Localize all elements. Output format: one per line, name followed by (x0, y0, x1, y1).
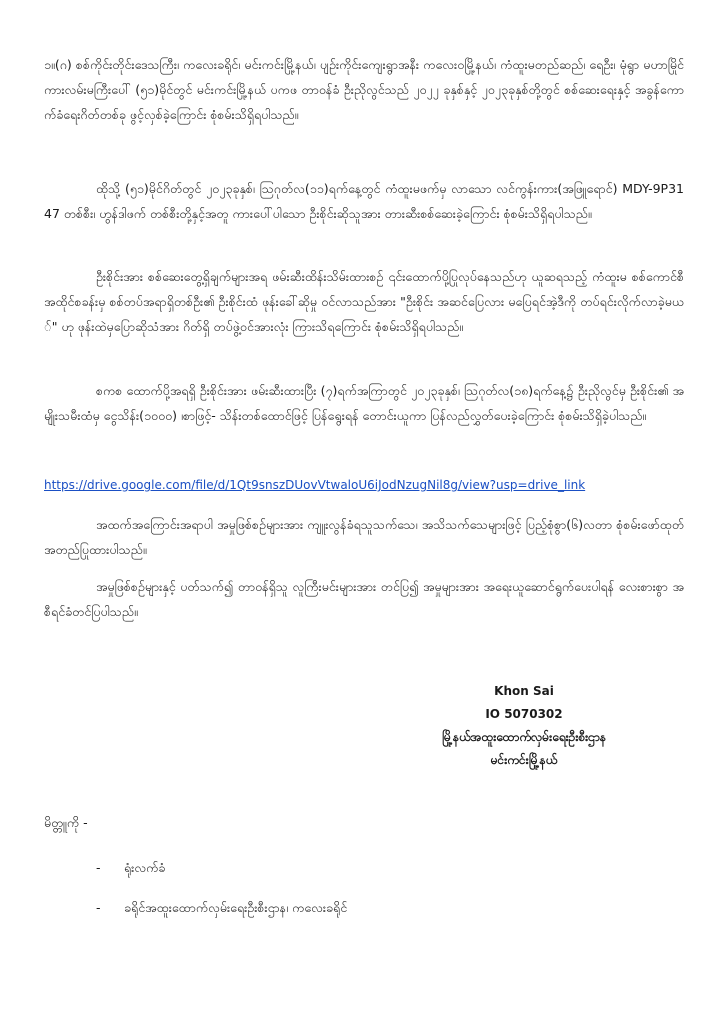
signer-id: IO 5070302 (485, 707, 563, 721)
paragraph-5: အထက်အကြောင်းအရာပါ အမှုဖြစ်စဉ်များအား ကျူးလွန်ခံရသူသက်သေ၊ အသိသက်သေများဖြင့် ပြည့်စုံစွာ(၆)လတာ စုံစမ်းဖော်ထုတ် အတည်ပြုထားပါသည်။ (44, 517, 684, 557)
signer-office: မြို့နယ်အထူးထောက်လှမ်းရေးဦးစီးဌာန (442, 730, 606, 744)
cc-dash: - (96, 900, 101, 915)
cc-item (96, 888, 347, 928)
paragraph-1: ၁။(ဂ) စစ်ကိုင်းတိုင်းဒေသကြီး၊ ကလေးခရိုင်၊ မင်းကင်းမြို့နယ်၊ ပျဉ်းကိုင်းကျေးရွာအနီး ကလေးဝမြို့နယ်၊ ကံထူးမ‌တည်ဆည်၊ ရေဦး၊ မုံရွာ မဟာမြိုင်ကားလမ်းမကြီးပေါ် (၅၁)မိုင်တွင် မင်းကင်းမြို့နယ် ပကဖ တာဝန်ခံ ဦးညိုလွင်သည် ၂၀၂၂ ခုနှစ်နှင့် ၂၀၂၃ခုနှစ်တို့တွင် စစ်ဆေးရေးနှင့် အခွန်ကောက်ခံရေးဂိတ်တစ်ခု ဖွင့်လှစ်ခဲ့ကြောင်း စုံစမ်းသိရှိရပါသည်။ (44, 57, 684, 122)
cc-dash: - (96, 860, 101, 875)
signer-name: Khon Sai (494, 684, 554, 698)
evidence-drive-link[interactable]: https://drive.google.com/file/d/1Qt9snszDUovVtwaloU6iJodNzugNil8g/view?usp=drive_link (44, 478, 586, 492)
paragraph-3: ဦးစိုင်းအား စစ်ဆေးတွေ့ရှိချက်များအရ ဖမ်းဆီးထိန်းသိမ်းထားစဉ် ၎င်းထောက်ပို့ပြုလုပ်နေသည်ဟု ယူဆရသည့် ကံထူးမ စစ်ကောင်စီ အထိုင်စခန်းမှ စစ်တပ်အရာရှိတစ်ဦး၏ ဦးစိုင်းထံ ဖုန်းခေါ်ဆိုမှု ဝင်လာသည်အား "ဦးစိုင်း အဆင်ပြေလား မပြေရင်အဲ့ဒီကို တပ်ရင်းလိုက်လာခဲ့မယ်" ဟု ဖုန်းထဲမှပြောဆိုသံအား ဂိတ်ရှိ တပ်ဖွဲ့ဝင်အားလုံး ကြားသိရကြောင်း စုံစမ်းသိရှိရပါသည်။ (44, 269, 684, 334)
cc-item-text: ရုံးလက်ခံ (124, 860, 166, 875)
paragraph-4: စကစ ထောက်ပို့အရရှိ ဦးစိုင်းအား ဖမ်းဆီးထားပြီး (၇)ရက်အကြာတွင် ၂၀၂၃ခုနှစ်၊ ဩဂုတ်လ(၁၈)ရက်နေ့၌ ဦးညိုလွင်မှ ဦးစိုင်း၏ အမျိုးသမီးထံမှ ငွေသိန်း(၁၀၀၀) ၊စာဖြင့်- သိန်းတစ်ထောင်ဖြင့် ပြန်ရွေးရန် တောင်းယူကာ ပြန်လည်လွှတ်ပေးခဲ့ကြောင်း စုံစမ်းသိရှိခဲ့ပါသည်။ (44, 383, 684, 423)
cc-item (96, 848, 347, 888)
signature-block (330, 680, 718, 772)
paragraph-2: ထိုသို့ (၅၁)မိုင်ဂိတ်တွင် ၂၀၂၃ခုနှစ်၊ ဩဂုတ်လ(၁၁)ရက်နေ့တွင် ကံထူးမဖက်မှ လာသော လင်ကွန်းကား(အဖြူရောင်) MDY-9P3147 တစ်စီး၊ ဟွန်ဒါဖက် တစ်စီးတို့နှင့်အတူ ကားပေါ်ပါသော ဦးစိုင်းဆိုသူအား တားဆီးစစ်ဆေးခဲ့ကြောင်း စုံစမ်းသိရှိရပါသည်။ (44, 181, 684, 221)
cc-list (96, 848, 347, 928)
signer-township: မင်းကင်းမြို့နယ် (490, 753, 558, 767)
cc-label: မိတ္တူကို - (44, 815, 88, 830)
cc-item-text: ခရိုင်အထူးထောက်လှမ်းရေးဦးစီးဌာန၊ ကလေးခရိုင် (124, 900, 348, 915)
paragraph-6: အမှုဖြစ်စဉ်များနှင့် ပတ်သက်၍ တာဝန်ရှိသူ လူကြီးမင်းများအား တင်ပြ၍ အမှုများအား အရေးယူဆောင်ရွက်ပေးပါရန် လေးစားစွာ အစီရင်ခံတင်ပြပါသည်။ (44, 579, 684, 619)
